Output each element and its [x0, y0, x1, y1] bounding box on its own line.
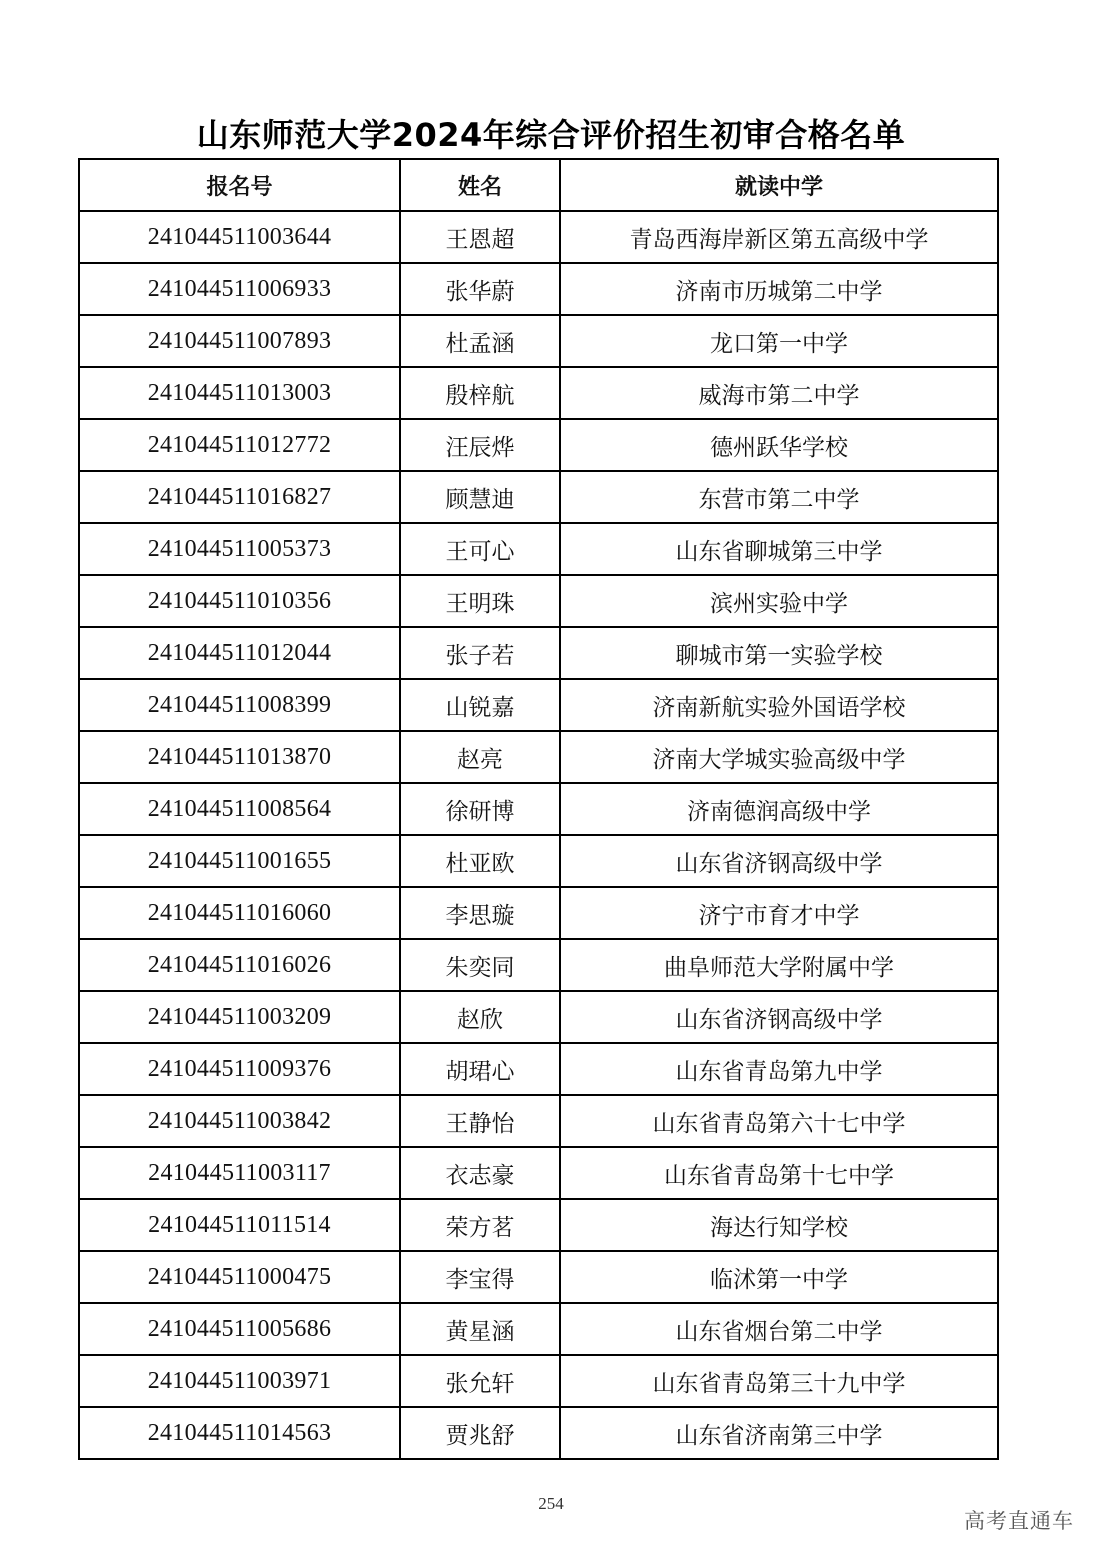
registration-number-cell: 241044511005686 [79, 1303, 400, 1355]
school-name-cell: 山东省青岛第六十七中学 [560, 1095, 998, 1147]
registration-number-cell: 241044511013003 [79, 367, 400, 419]
table-row [79, 1407, 998, 1459]
school-name-cell: 临沭第一中学 [560, 1251, 998, 1303]
registration-number-cell: 241044511003644 [79, 211, 400, 263]
admission-list-table [78, 158, 999, 1460]
table-row [79, 575, 998, 627]
student-name-cell: 朱奕同 [400, 939, 560, 991]
registration-number-cell: 241044511010356 [79, 575, 400, 627]
table-row [79, 1355, 998, 1407]
student-name-cell: 山锐嘉 [400, 679, 560, 731]
header-registration-number: 报名号 [79, 159, 400, 211]
table-row [79, 679, 998, 731]
student-name-cell: 李宝得 [400, 1251, 560, 1303]
header-school: 就读中学 [560, 159, 998, 211]
registration-number-cell: 241044511006933 [79, 263, 400, 315]
registration-number-cell: 241044511007893 [79, 315, 400, 367]
table-row [79, 263, 998, 315]
table-row [79, 471, 998, 523]
school-name-cell: 济宁市育才中学 [560, 887, 998, 939]
table-row [79, 1251, 998, 1303]
school-name-cell: 山东省烟台第二中学 [560, 1303, 998, 1355]
student-name-cell: 杜亚欧 [400, 835, 560, 887]
student-name-cell: 张华蔚 [400, 263, 560, 315]
table-row [79, 1043, 998, 1095]
student-name-cell: 赵亮 [400, 731, 560, 783]
student-name-cell: 张子若 [400, 627, 560, 679]
table-row [79, 419, 998, 471]
table-row [79, 835, 998, 887]
header-row [79, 159, 998, 211]
table-row [79, 731, 998, 783]
registration-number-cell: 241044511003971 [79, 1355, 400, 1407]
student-name-cell: 顾慧迪 [400, 471, 560, 523]
school-name-cell: 济南市历城第二中学 [560, 263, 998, 315]
registration-number-cell: 241044511012772 [79, 419, 400, 471]
table-row [79, 627, 998, 679]
table-body [79, 211, 998, 1459]
school-name-cell: 青岛西海岸新区第五高级中学 [560, 211, 998, 263]
student-name-cell: 汪辰烨 [400, 419, 560, 471]
registration-number-cell: 241044511008564 [79, 783, 400, 835]
registration-number-cell: 241044511003117 [79, 1147, 400, 1199]
student-name-cell: 荣方茗 [400, 1199, 560, 1251]
student-name-cell: 贾兆舒 [400, 1407, 560, 1459]
school-name-cell: 滨州实验中学 [560, 575, 998, 627]
student-name-cell: 王明珠 [400, 575, 560, 627]
school-name-cell: 济南德润高级中学 [560, 783, 998, 835]
student-name-cell: 黄星涵 [400, 1303, 560, 1355]
student-name-cell: 赵欣 [400, 991, 560, 1043]
school-name-cell: 山东省聊城第三中学 [560, 523, 998, 575]
registration-number-cell: 241044511016827 [79, 471, 400, 523]
header-name: 姓名 [400, 159, 560, 211]
registration-number-cell: 241044511013870 [79, 731, 400, 783]
registration-number-cell: 241044511001655 [79, 835, 400, 887]
student-name-cell: 王可心 [400, 523, 560, 575]
registration-number-cell: 241044511012044 [79, 627, 400, 679]
registration-number-cell: 241044511011514 [79, 1199, 400, 1251]
table-row [79, 1095, 998, 1147]
student-name-cell: 殷梓航 [400, 367, 560, 419]
registration-number-cell: 241044511016060 [79, 887, 400, 939]
school-name-cell: 威海市第二中学 [560, 367, 998, 419]
document-title: 山东师范大学2024年综合评价招生初审合格名单 [196, 116, 906, 154]
table-row [79, 939, 998, 991]
registration-number-cell: 241044511014563 [79, 1407, 400, 1459]
student-name-cell: 王恩超 [400, 211, 560, 263]
watermark: 高考直通车 [964, 1509, 1074, 1533]
student-name-cell: 徐研博 [400, 783, 560, 835]
registration-number-cell: 241044511000475 [79, 1251, 400, 1303]
school-name-cell: 山东省青岛第十七中学 [560, 1147, 998, 1199]
table-row [79, 367, 998, 419]
school-name-cell: 聊城市第一实验学校 [560, 627, 998, 679]
page-number: 254 [538, 1494, 564, 1513]
school-name-cell: 曲阜师范大学附属中学 [560, 939, 998, 991]
registration-number-cell: 241044511008399 [79, 679, 400, 731]
school-name-cell: 海达行知学校 [560, 1199, 998, 1251]
school-name-cell: 山东省青岛第三十九中学 [560, 1355, 998, 1407]
table-row [79, 991, 998, 1043]
school-name-cell: 山东省青岛第九中学 [560, 1043, 998, 1095]
student-name-cell: 衣志豪 [400, 1147, 560, 1199]
table-row [79, 523, 998, 575]
school-name-cell: 山东省济南第三中学 [560, 1407, 998, 1459]
table-row [79, 783, 998, 835]
student-name-cell: 李思璇 [400, 887, 560, 939]
school-name-cell: 山东省济钢高级中学 [560, 991, 998, 1043]
table-row [79, 1303, 998, 1355]
school-name-cell: 东营市第二中学 [560, 471, 998, 523]
school-name-cell: 德州跃华学校 [560, 419, 998, 471]
registration-number-cell: 241044511003209 [79, 991, 400, 1043]
registration-number-cell: 241044511003842 [79, 1095, 400, 1147]
table-row [79, 1147, 998, 1199]
student-name-cell: 张允轩 [400, 1355, 560, 1407]
school-name-cell: 龙口第一中学 [560, 315, 998, 367]
student-name-cell: 杜孟涵 [400, 315, 560, 367]
table-row [79, 211, 998, 263]
table-row [79, 887, 998, 939]
school-name-cell: 山东省济钢高级中学 [560, 835, 998, 887]
table-row [79, 315, 998, 367]
school-name-cell: 济南新航实验外国语学校 [560, 679, 998, 731]
registration-number-cell: 241044511016026 [79, 939, 400, 991]
student-name-cell: 王静怡 [400, 1095, 560, 1147]
table-header [79, 159, 998, 211]
school-name-cell: 济南大学城实验高级中学 [560, 731, 998, 783]
registration-number-cell: 241044511005373 [79, 523, 400, 575]
registration-number-cell: 241044511009376 [79, 1043, 400, 1095]
table-row [79, 1199, 998, 1251]
student-name-cell: 胡珺心 [400, 1043, 560, 1095]
